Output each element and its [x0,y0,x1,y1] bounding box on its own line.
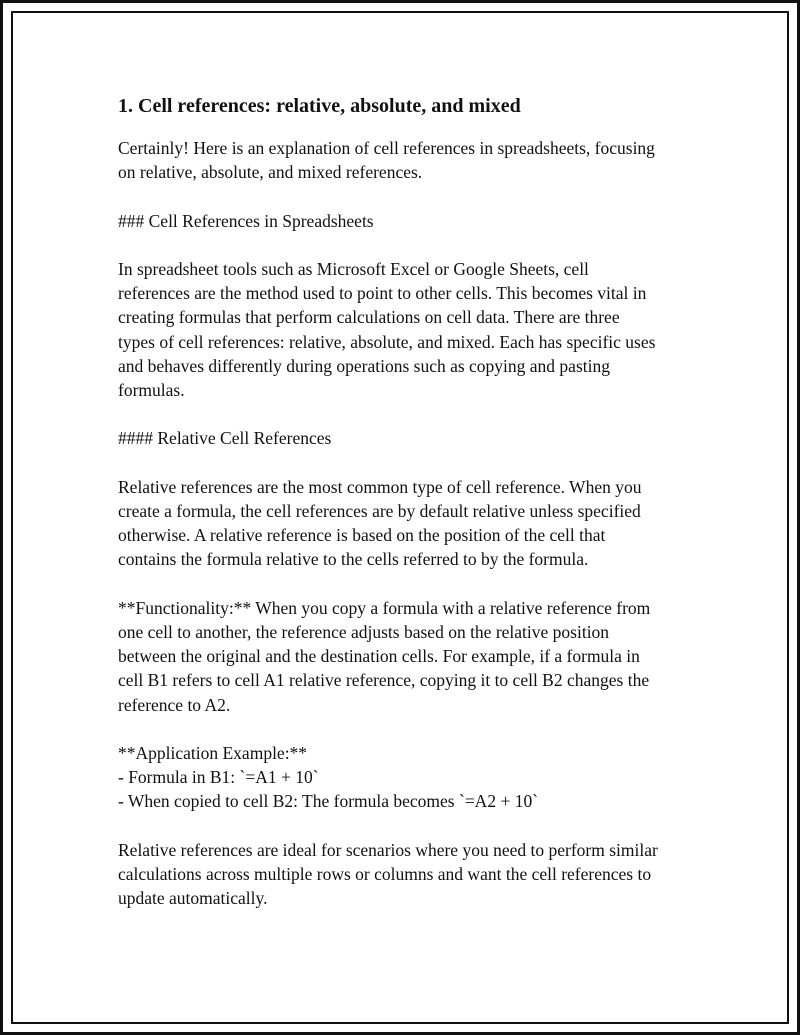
example-line: - When copied to cell B2: The formula becomes `=A2 + 10` [118,791,539,812]
section-heading-cell-references: ### Cell References in Spreadsheets [118,210,374,231]
application-example [118,741,698,814]
functionality-paragraph: **Functionality:** When you copy a formula with a relative reference from one cell to another, the reference adjusts based on the relative position between the original and the destination cells. For example, if a formula in cell B1 refers to cell A1 relative reference, copying it to cell B2 changes the reference to A2. [118,597,651,715]
document-body [118,92,698,935]
document-title: 1. Cell references: relative, absolute, and mixed [118,95,521,117]
application-example-heading: **Application Example:** [118,742,308,763]
overview-paragraph: In spreadsheet tools such as Microsoft Excel or Google Sheets, cell references are the method used to point to other cells. This becomes vital in creating formulas that perform calculations on cell data. There are three types of cell references: relative, absolute, and mixed. Each has specific uses and behaves differently during operations such as copying and pasting formulas. [118,258,656,400]
section-heading-relative: #### Relative Cell References [118,428,332,449]
closing-paragraph: Relative references are ideal for scenarios where you need to perform similar calculations across multiple rows or columns and want the cell references to update automatically. [118,839,658,909]
intro-paragraph: Certainly! Here is an explanation of cell references in spreadsheets, focusing on relative, absolute, and mixed references. [118,138,655,183]
example-line: - Formula in B1: `=A1 + 10` [118,767,319,788]
relative-description-paragraph: Relative references are the most common type of cell reference. When you create a formula, the cell references are by default relative unless specified otherwise. A relative reference is based on the position of the cell that contains the formula relative to the cells referred to by the formula. [118,476,642,570]
